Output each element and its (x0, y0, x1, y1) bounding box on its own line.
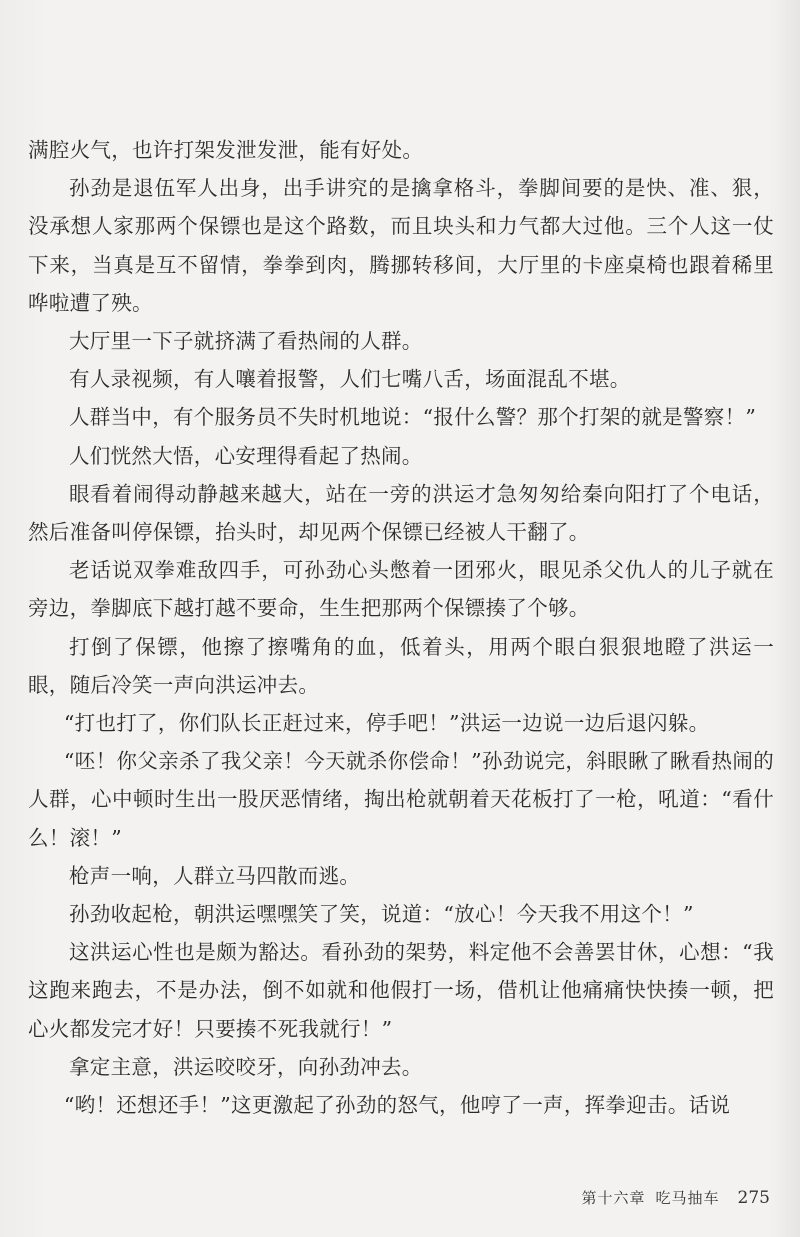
paragraph-5: 人群当中，有个服务员不失时机地说：“报什么警？那个打架的就是警察！” (69, 405, 757, 430)
paragraph-2: 孙劲是退伍军人出身，出手讲究的是擒拿格斗，拳脚间要的是快、准、狠，没承想人家那两个保镖也是这个路数，而且块头和力气都大过他。三个人这一仗下来，当真是互不留情，拳拳到肉，腾挪转移间，大厅里的卡座桌椅也跟着稀里哗啦遭了殃。 (28, 176, 774, 315)
paragraph-13: 孙劲收起枪，朝洪运嘿嘿笑了笑，说道：“放心！今天我不用这个！” (69, 902, 694, 927)
paragraph-7: 眼看着闹得动静越来越大，站在一旁的洪运才急匆匆给秦向阳打了个电话，然后准备叫停保镖，抬头时，却见两个保镖已经被人干翻了。 (28, 481, 774, 545)
paragraph-10: “打也打了，你们队长正赶过来，停手吧！”洪运一边说一边后退闪躲。 (63, 711, 710, 736)
paragraph-11: “呸！你父亲杀了我父亲！今天就杀你偿命！”孙劲说完，斜眼瞅了瞅看热闹的人群，心中顿时生出一股厌恶情绪，掏出枪就朝着天花板打了一枪，吼道：“看什么！滚！” (28, 749, 774, 850)
chapter-label: 第十六章 (581, 1189, 646, 1207)
paragraph-15: 拿定主意，洪运咬咬牙，向孙劲冲去。 (69, 1054, 423, 1079)
paragraph-8: 老话说双拳难敌四手，可孙劲心头憋着一团邪火，眼见杀父仇人的儿子就在旁边，拳脚底下越打越不要命，生生把那两个保镖揍了个够。 (28, 558, 774, 621)
paragraph-14: 这洪运心性也是颇为豁达。看孙劲的架势，料定他不会善罢甘休，心想：“我这跑来跑去，不是办法，倒不如就和他假打一场，借机让他痛痛快快揍一顿，把心火都发完才好！只要揍不死我就行！” (28, 940, 774, 1041)
page-number: 275 (737, 1188, 770, 1208)
paragraph-3: 大厅里一下子就挤满了看热闹的人群。 (69, 329, 423, 354)
chapter-title: 吃马抽车 (655, 1189, 720, 1207)
paragraph-9: 打倒了保镖，他擦了擦嘴角的血，低着头，用两个眼白狠狠地瞪了洪运一眼，随后冷笑一声向洪运冲去。 (28, 634, 774, 697)
paragraph-1: 满腔火气，也许打架发泄发泄，能有好处。 (28, 138, 424, 162)
body-text (28, 131, 774, 1124)
paragraph-12: 枪声一响，人群立马四散而逃。 (69, 863, 361, 888)
paragraph-6: 人们恍然大悟，心安理得看起了热闹。 (69, 443, 423, 468)
page-footer (582, 1187, 770, 1208)
paragraph-16: “哟！还想还手！”这更激起了孙劲的怒气，他哼了一声，挥拳迎击。话说 (63, 1093, 731, 1118)
paragraph-4: 有人录视频，有人嚷着报警，人们七嘴八舌，场面混乱不堪。 (69, 367, 631, 392)
